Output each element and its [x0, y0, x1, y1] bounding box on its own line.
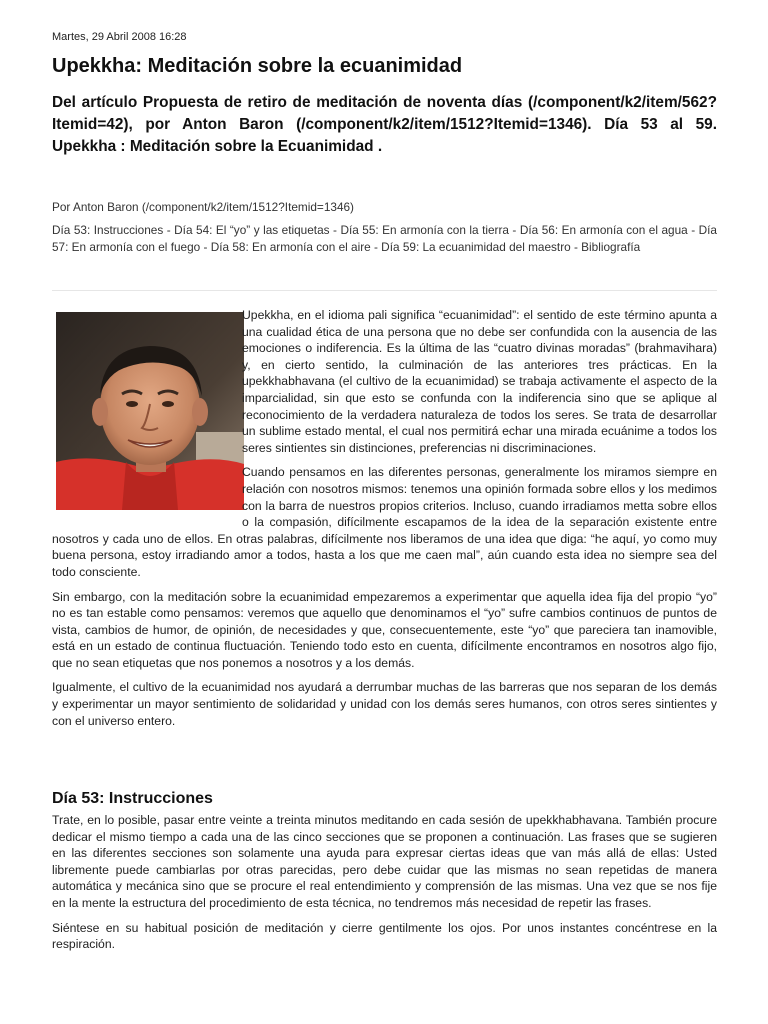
body-paragraph: Upekkha, en el idioma pali significa “ecuanimidad”: el sentido de este término apunta a una cualidad ética de una persona que no debe ser confundida con la ausencia de las emociones o indiferencia. Es la última de las “cuatro divinas moradas” (brahmavihara) y, en cierto sentido, la culminación de las anteriores tres prácticas. En la upekkhabhavana (el cultivo de la ecuanimidad) se trabaja activamente el aspecto de la imparcialidad, sin que esto se confunda con la indiferencia sino que se aplique al reconocimiento de la verdadera naturaleza de todos los seres. Se trata de desarrollar un sublime estado mental, el cual nos permitirá echar una mirada ecuánime a todos los seres sintientes sin distinciones, preferencias ni discriminaciones.: [242, 308, 717, 455]
article-intro: Del artículo Propuesta de retiro de meditación de noventa días (/component/k2/item/562?Itemid=42), por Anton Baron (/component/k2/item/1512?Itemid=1346). Día 53 al 59. Upekkha : Meditación sobre la Ecuanimidad .: [52, 94, 717, 155]
article-body: [52, 307, 717, 737]
page-title: Upekkha: Meditación sobre la ecuanimidad: [52, 55, 463, 77]
article-date: Martes, 29 Abril 2008 16:28: [52, 31, 187, 43]
section-paragraph: Siéntese en su habitual posición de meditación y cierre gentilmente los ojos. Por unos instantes concéntrese en la respiración.: [52, 920, 717, 952]
day-index[interactable]: Día 53: Instrucciones - Día 54: El “yo” y las etiquetas - Día 55: En armonía con la tierra - Día 56: En armonía con el agua - Día 57: En armonía con el fuego - Día 58: En armonía con el aire - Día 59: La ecuanimidad del maestro - Bibliografía: [52, 223, 717, 254]
body-paragraph: Cuando pensamos en las diferentes personas, generalmente los miramos siempre en relación con nosotros mismos: tenemos una opinión formada sobre ellos y los medimos con la barra de nuestros propios criterios. Incluso, cuando irradiamos metta sobre ellos o la compasión, difícilmente escapamos de la idea de la separación existente entre nosotros y cada uno de ellos. En otras palabras, difícilmente nos liberamos de una idea que diga: “he aquí, yo como muy buena persona, estoy irradiando amor a todos, hasta a los que me caen mal”, aún cuando esta idea no siempre sea del todo consciente.: [52, 465, 717, 579]
photo-spacer: [52, 307, 242, 529]
divider: [52, 290, 717, 291]
section-heading: Día 53: Instrucciones: [52, 790, 213, 807]
author-byline[interactable]: Por Anton Baron (/component/k2/item/1512?Itemid=1346): [52, 200, 354, 214]
body-paragraph: Igualmente, el cultivo de la ecuanimidad nos ayudará a derrumbar muchas de las barreras que nos separan de los demás y experimentar un mayor sentimiento de solidaridad y unidad con los demás seres humanos, con otros seres sintientes y con el universo entero.: [52, 680, 717, 728]
section-body: [52, 812, 717, 961]
body-paragraph: Sin embargo, con la meditación sobre la ecuanimidad empezaremos a experimentar que aquella idea fija del propio “yo” no es tan estable como pensamos: veremos que aquello que denominamos el “yo” sufre cambios continuos de puntos de vista, cambios de humor, de opinión, de necesidades y que, consecuentemente, este “yo” que pareciera tan inamovible, está en un estado de continua fluctuación. Teniendo todo esto en cuenta, difícilmente encontramos en nosotros algo fijo, que no sean etiquetas que nos ponemos a nosotros y a los demás.: [52, 589, 717, 670]
section-paragraph: Trate, en lo posible, pasar entre veinte a treinta minutos meditando en cada sesión de upekkhabhavana. También procure dedicar el mismo tiempo a cada una de las cinco secciones que se proponen a continuación. Las frases que se sugieren en las diferentes secciones son solamente una ayuda para expresar ciertas ideas que van más allá de ellas: Usted libremente puede cambiarlas por otras parecidas, pero debe cuidar que las mismas no sean repetidas de manera automática y mecánica sino que se procure el real entendimiento y comprensión de las mismas. Una vez que se nos fije en la mente la estructura del procedimiento de esta técnica, no tendremos más necesidad de repetir las frases.: [52, 813, 717, 910]
